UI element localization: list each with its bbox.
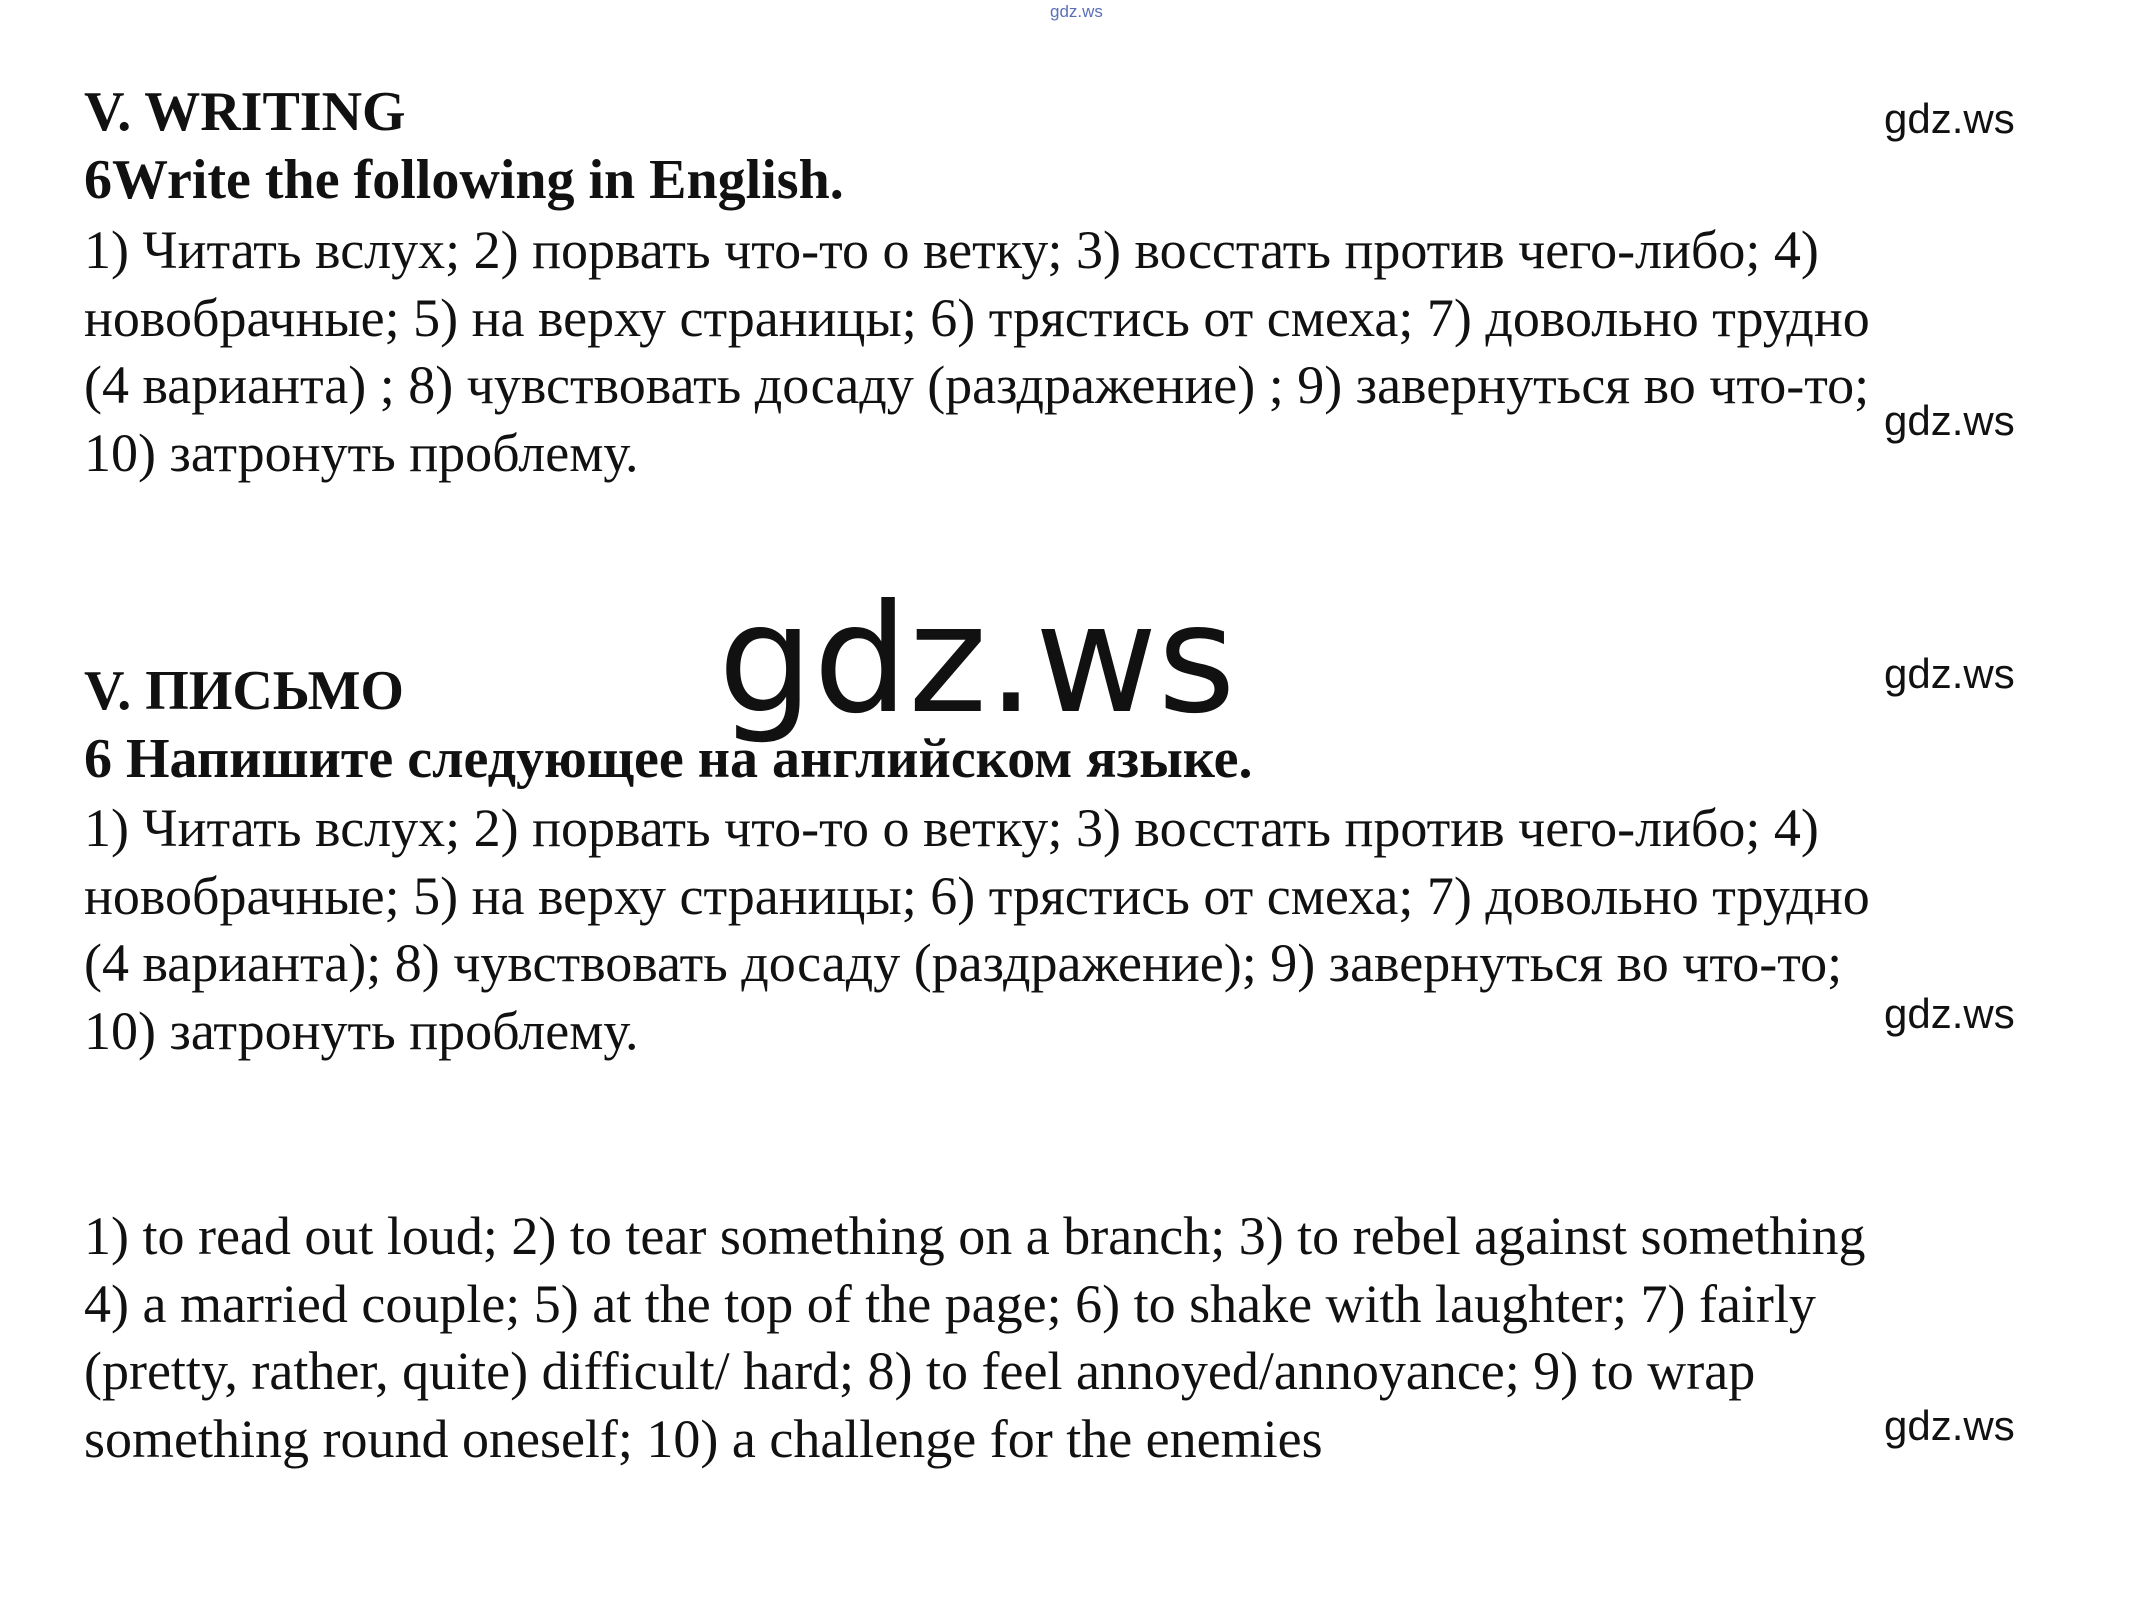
- top-watermark: gdz.ws: [1050, 2, 1103, 21]
- section1-task: 6Write the following in English.: [84, 149, 844, 211]
- watermark-3: gdz.ws: [1884, 650, 2015, 697]
- answer-text: 1) to read out loud; 2) to tear something on a branch; 3) to rebel against something 4) a married couple; 5) at the top of the page; 6) to shake with laughter; 7) fairly (pretty, rather, quite) difficult/ hard; 8) to feel annoyed/annoyance; 9) to wrap something round oneself; 10) a challenge for the enemies: [84, 1206, 1866, 1469]
- watermark-5: gdz.ws: [1884, 1402, 2015, 1449]
- big-watermark: gdz.ws: [718, 573, 1236, 747]
- watermark-1: gdz.ws: [1884, 95, 2015, 142]
- watermark-4: gdz.ws: [1884, 990, 2015, 1037]
- section2-text: 1) Читать вслух; 2) порвать что-то о ветку; 3) восстать против чего-либо; 4) новобрачные; 5) на верху страницы; 6) трястись от смеха; 7) довольно трудно (4 варианта); 8) чувствовать досаду (раздражение); 9) завернуться во что-то; 10) затронуть проблему.: [84, 798, 1870, 1061]
- section1-text: 1) Читать вслух; 2) порвать что-то о ветку; 3) восстать против чего-либо; 4) новобрачные; 5) на верху страницы; 6) трястись от смеха; 7) довольно трудно (4 варианта) ; 8) чувствовать досаду (раздражение) ; 9) завернуться во что-то; 10) затронуть проблему.: [84, 220, 1870, 483]
- section2-task: 6 Напишите следующее на английском языке.: [84, 728, 1253, 790]
- section1-heading: V. WRITING: [84, 81, 406, 143]
- watermark-2: gdz.ws: [1884, 397, 2015, 444]
- section2-heading: V. ПИСЬМО: [84, 660, 404, 722]
